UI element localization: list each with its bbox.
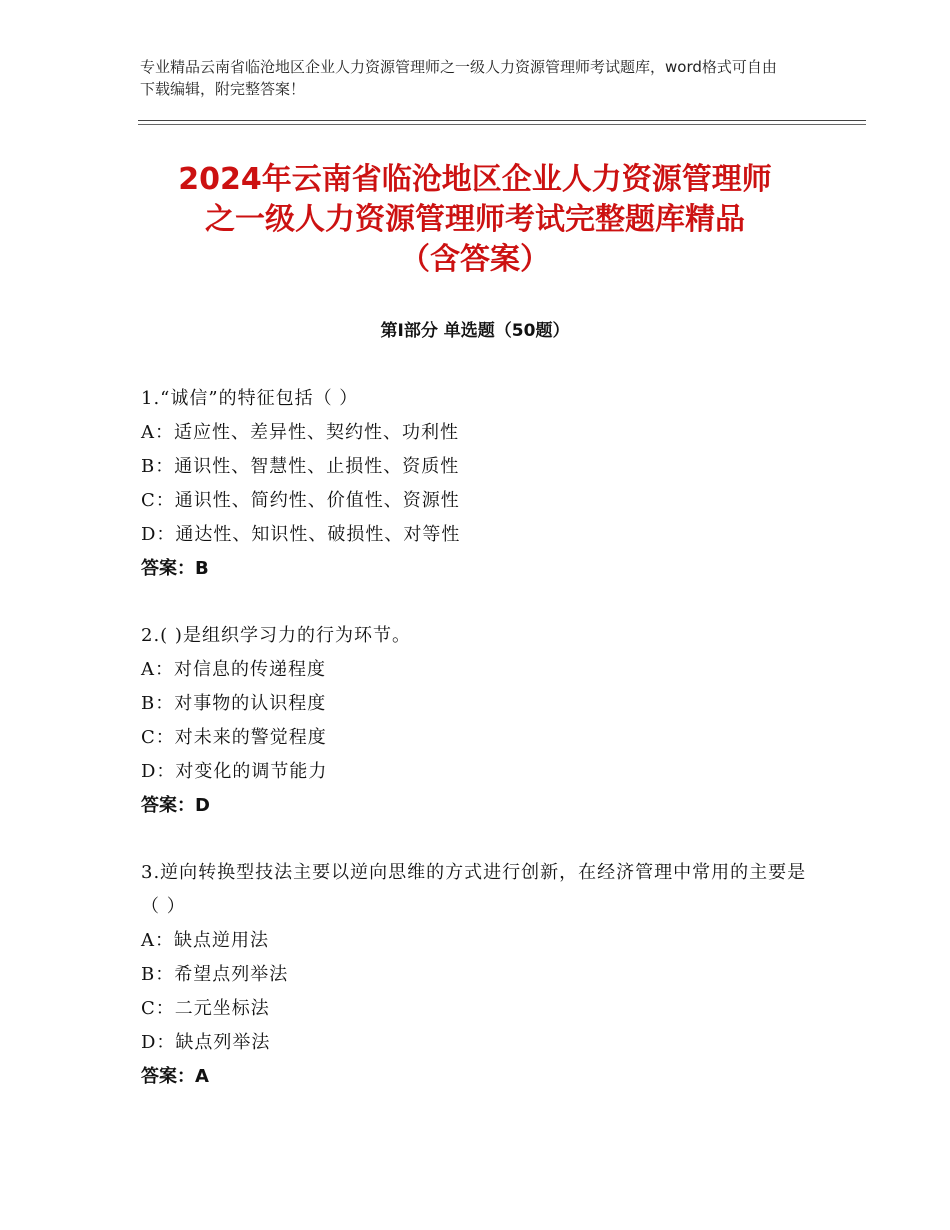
header-divider	[138, 120, 866, 121]
answer: 答案：D	[141, 795, 210, 816]
question-list	[141, 382, 821, 1127]
answer: 答案：A	[141, 1066, 209, 1087]
header-note: 专业精品云南省临沧地区企业人力资源管理师之一级人力资源管理师考试题库，word格式可自由下载编辑，附完整答案！	[140, 58, 777, 98]
option-a: A：适应性、差异性、契约性、功利性	[141, 422, 459, 443]
section-title: 第Ⅰ部分 单选题（50题）	[380, 321, 570, 341]
question-stem: 3.逆向转换型技法主要以逆向思维的方式进行创新，在经济管理中常用的主要是（ ）	[141, 862, 807, 917]
option-c: C：对未来的警觉程度	[141, 727, 327, 748]
document-title	[100, 160, 850, 280]
question-stem: 2.( )是组织学习力的行为环节。	[141, 625, 411, 646]
question-2	[141, 619, 821, 823]
question-stem: 1.“诚信”的特征包括（ ）	[141, 388, 359, 409]
header-divider-secondary	[138, 124, 866, 125]
option-a: A：对信息的传递程度	[141, 659, 326, 680]
option-a: A：缺点逆用法	[141, 930, 269, 951]
option-d: D：对变化的调节能力	[141, 761, 328, 782]
option-d: D：缺点列举法	[141, 1032, 271, 1053]
option-b: B：通识性、智慧性、止损性、资质性	[141, 456, 460, 477]
document-title-line-3: （含答案）	[400, 242, 550, 277]
option-d: D：通达性、知识性、破损性、对等性	[141, 524, 461, 545]
option-c: C：二元坐标法	[141, 998, 270, 1019]
option-c: C：通识性、简约性、价值性、资源性	[141, 490, 460, 511]
option-b: B：希望点列举法	[141, 964, 289, 985]
answer: 答案：B	[141, 558, 209, 579]
question-3	[141, 856, 821, 1094]
document-title-line-2: 之一级人力资源管理师考试完整题库精品	[205, 202, 745, 237]
document-title-line-1: 2024年云南省临沧地区企业人力资源管理师	[178, 162, 772, 197]
question-1	[141, 382, 821, 586]
option-b: B：对事物的认识程度	[141, 693, 327, 714]
